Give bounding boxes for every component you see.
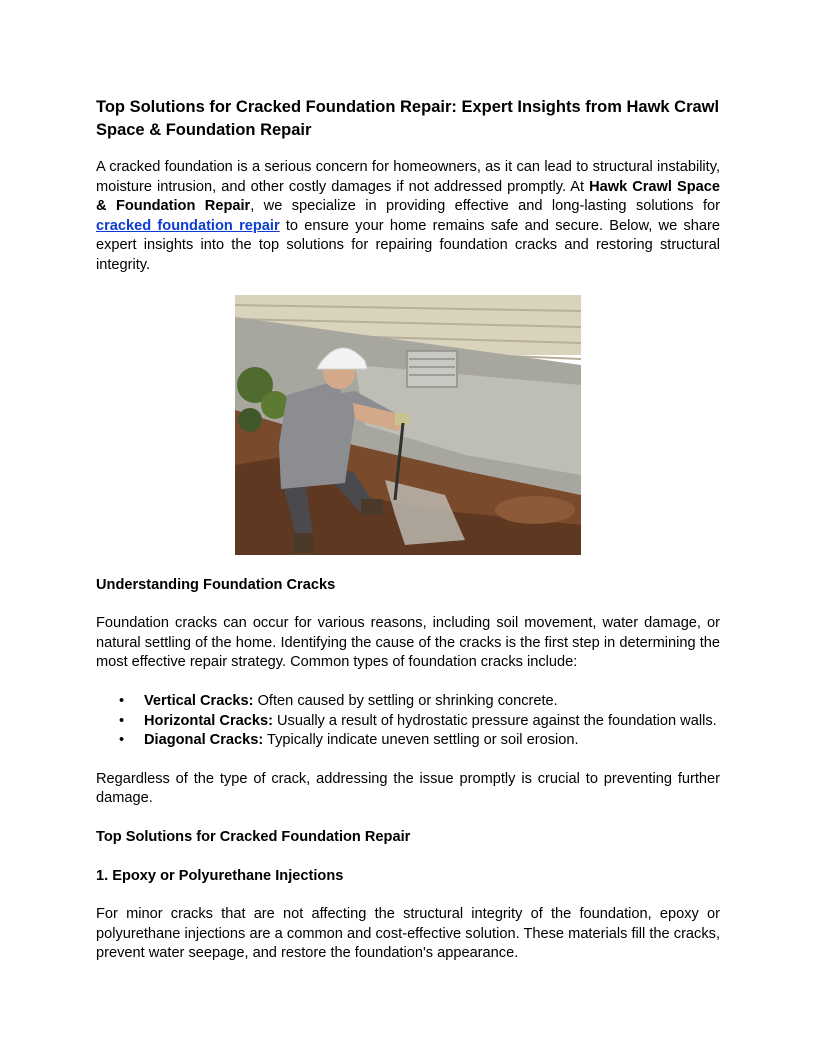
list-item-text: Usually a result of hydrostatic pressure against the foundation walls. bbox=[272, 712, 717, 729]
list-item bbox=[119, 692, 720, 712]
list-item-term: Diagonal Cracks: bbox=[144, 732, 264, 749]
bullet-glyph: • bbox=[119, 732, 125, 749]
list-item-text: Often caused by settling or shrinking concrete. bbox=[253, 692, 558, 709]
injections-paragraph: For minor cracks that are not affecting the structural integrity of the foundation, epoxy or polyurethane injections are a common and cost-effective solution. These materials fill the cracks, prevent water seepage, and restore the foundation's appearance. bbox=[96, 906, 720, 962]
worker-foundation-photo bbox=[235, 295, 581, 555]
cracked-foundation-repair-link[interactable]: cracked foundation repair bbox=[96, 217, 280, 234]
list-item-term: Horizontal Cracks: bbox=[144, 712, 273, 729]
crack-types-list bbox=[96, 692, 720, 751]
section-heading-understanding: Understanding Foundation Cracks bbox=[96, 576, 336, 593]
page-title: Top Solutions for Cracked Foundation Repair: Expert Insights from Hawk Crawl Space & Foundation Repair bbox=[96, 98, 720, 139]
subsection-heading-injections: 1. Epoxy or Polyurethane Injections bbox=[96, 867, 344, 884]
photo-illustration bbox=[235, 295, 581, 555]
intro-text-1: A cracked foundation is a serious concern for homeowners, as it can lead to structural instability, moisture intrusion, and other costly damages if not addressed promptly. At bbox=[96, 159, 720, 195]
bullet-glyph: • bbox=[119, 692, 125, 709]
section1-paragraph: Foundation cracks can occur for various reasons, including soil movement, water damage, or natural settling of the home. Identifying the cause of the cracks is the first step in determining the most effective repair strategy. Common types of foundation cracks include: bbox=[96, 615, 720, 671]
section-heading-solutions: Top Solutions for Cracked Foundation Repair bbox=[96, 828, 411, 845]
list-item bbox=[119, 712, 720, 732]
section1-closing: Regardless of the type of crack, addressing the issue promptly is crucial to preventing further damage. bbox=[96, 770, 720, 807]
intro-text-3: to ensure your home remains safe and secure. Below, we share expert insights into the top solutions for repairing foundation cracks and restoring structural integrity. bbox=[96, 217, 720, 273]
bullet-glyph: • bbox=[119, 712, 125, 729]
list-item bbox=[119, 731, 720, 751]
document-page bbox=[96, 96, 720, 983]
list-item-term: Vertical Cracks: bbox=[144, 692, 254, 709]
company-name: Hawk Crawl Space & Foundation Repair bbox=[96, 178, 720, 215]
intro-text-2: , we specialize in providing effective and long-lasting solutions for bbox=[250, 198, 720, 215]
list-item-text: Typically indicate uneven settling or soil erosion. bbox=[263, 732, 579, 749]
intro-paragraph bbox=[96, 158, 720, 276]
